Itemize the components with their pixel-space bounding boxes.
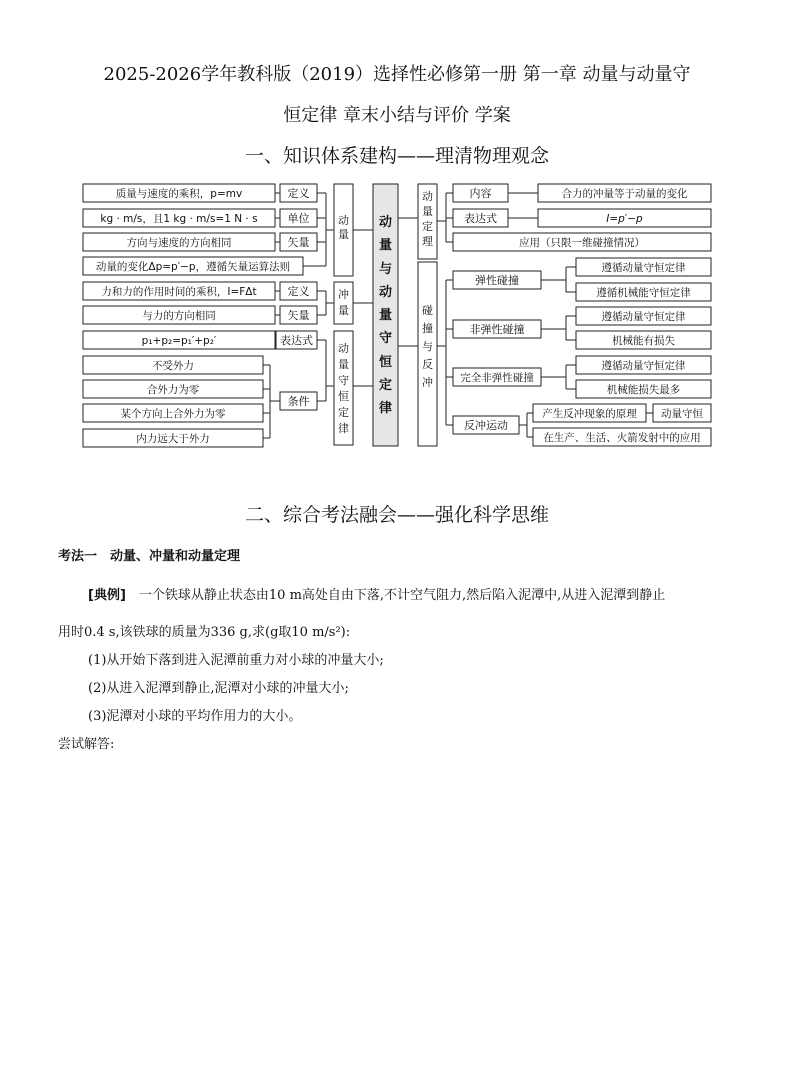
elastic-item-1: 遵循动量守恒定律	[601, 262, 686, 274]
elastic-label: 弹性碰撞	[475, 274, 519, 287]
col-c1: 碰	[422, 304, 433, 317]
impulse-char-1: 冲	[338, 288, 349, 301]
m-label-unit: 单位	[287, 212, 310, 225]
col-c3: 与	[422, 340, 433, 353]
th-expr-label: 表达式	[464, 212, 497, 225]
expr-label: 表达式	[280, 334, 313, 347]
center-c8: 定	[378, 378, 393, 393]
m-def-4: 动量的变化Δp=p′−p，遵循矢量运算法则	[95, 261, 291, 273]
momentum-label-boxes	[280, 184, 317, 251]
question-2: (2)从进入泥潭到静止,泥潭对小球的冲量大小;	[88, 681, 349, 696]
impulse-char-2: 量	[338, 304, 349, 317]
center-c9: 律	[378, 401, 393, 416]
i-def-2: 与力的方向相同	[142, 310, 216, 322]
section-1-heading: 一、知识体系建构——理清物理观念	[244, 145, 549, 167]
th-c2: 量	[422, 205, 433, 218]
center-c1: 动	[378, 215, 393, 230]
cond-label: 条件	[287, 395, 310, 408]
section-2-heading: 二、综合考法融会——强化科学思维	[244, 504, 549, 526]
center-c3: 与	[378, 262, 393, 277]
th-content-label: 内容	[469, 187, 492, 200]
col-c5: 冲	[422, 376, 433, 389]
momentum-def-boxes	[83, 184, 303, 275]
th-c1: 动	[422, 190, 433, 203]
inelastic-item-2: 机械能有损失	[612, 335, 675, 347]
recoil-label: 反冲运动	[464, 419, 508, 432]
knowledge-diagram	[0, 176, 794, 466]
m-label-def: 定义	[287, 187, 310, 200]
inelastic-item-1: 遵循动量守恒定律	[601, 311, 686, 323]
collision-box	[418, 262, 437, 446]
condition-boxes	[83, 356, 263, 447]
cons-c6: 律	[338, 422, 349, 435]
example-text-1: 一个铁球从静止状态由10 m高处自由下落,不计空气阻力,然后陷入泥潭中,从进入泥潭到静止	[125, 588, 666, 603]
method1-title: 考法一 动量、冲量和动量定理	[58, 549, 241, 564]
cond-4: 内力远大于外力	[136, 433, 210, 445]
momentum-char-1: 动	[338, 214, 349, 227]
elastic-item-2: 遵循机械能守恒定律	[596, 287, 691, 299]
center-c6: 守	[378, 331, 393, 346]
cond-2: 合外力为零	[146, 384, 200, 396]
expr-text: p₁+p₂=p₁′+p₂′	[141, 335, 217, 347]
col-c2: 撞	[422, 322, 433, 335]
cons-c3: 守	[338, 374, 349, 387]
i-label-def: 定义	[287, 285, 310, 298]
center-c7: 恒	[378, 355, 393, 370]
doc-title-line2: 恒定律 章末小结与评价 学案	[283, 105, 511, 126]
m-def-2: kg · m/s，且1 kg · m/s=1 N · s	[100, 213, 258, 225]
cons-c5: 定	[338, 406, 349, 419]
i-def-1: 力和力的作用时间的乘积，I=FΔt	[101, 286, 257, 298]
cons-c2: 量	[338, 358, 349, 371]
recoil-item-1: 产生反冲现象的原理	[542, 408, 637, 420]
center-c2: 量	[378, 238, 393, 253]
question-3: (3)泥潭对小球的平均作用力的大小。	[88, 709, 302, 724]
cond-3: 某个方向上合外力为零	[120, 408, 226, 420]
cons-c1: 动	[338, 342, 349, 355]
perfect-label: 完全非弹性碰撞	[460, 372, 534, 384]
recoil-item-2: 在生产、生活、火箭发射中的应用	[543, 432, 701, 444]
perfect-item-2: 机械能损失最多	[606, 384, 681, 396]
m-label-vector: 矢量	[287, 236, 310, 249]
perfect-item-1: 遵循动量守恒定律	[601, 360, 686, 372]
cond-1: 不受外力	[152, 360, 194, 372]
m-def-1: 质量与速度的乘积，p=mv	[115, 188, 243, 200]
th-c4: 理	[422, 235, 433, 248]
th-expr: I=p′−p	[606, 213, 643, 225]
example-tag: [典例]	[88, 588, 126, 603]
momentum-char-2: 量	[338, 228, 349, 241]
center-c4: 动	[378, 285, 393, 300]
th-content: 合力的冲量等于动量的变化	[561, 188, 688, 200]
th-app: 应用（只限一维碰撞情况）	[519, 237, 645, 249]
try-answer-label: 尝试解答:	[58, 737, 115, 752]
example-line1	[88, 584, 665, 603]
th-c3: 定	[422, 220, 433, 233]
center-title	[379, 214, 392, 416]
center-c5: 量	[378, 308, 393, 323]
doc-title-line1: 2025-2026学年教科版（2019）选择性必修第一册 第一章 动量与动量守	[103, 64, 691, 85]
question-1: (1)从开始下落到进入泥潭前重力对小球的冲量大小;	[88, 653, 384, 668]
m-def-3: 方向与速度的方向相同	[126, 237, 232, 249]
recoil-extra: 动量守恒	[661, 408, 703, 420]
i-label-vector: 矢量	[287, 309, 310, 322]
inelastic-label: 非弹性碰撞	[469, 323, 525, 336]
col-c4: 反	[422, 358, 433, 371]
example-line2: 用时0.4 s,该铁球的质量为336 g,求(g取10 m/s²):	[58, 625, 351, 640]
cons-c4: 恒	[338, 390, 349, 403]
